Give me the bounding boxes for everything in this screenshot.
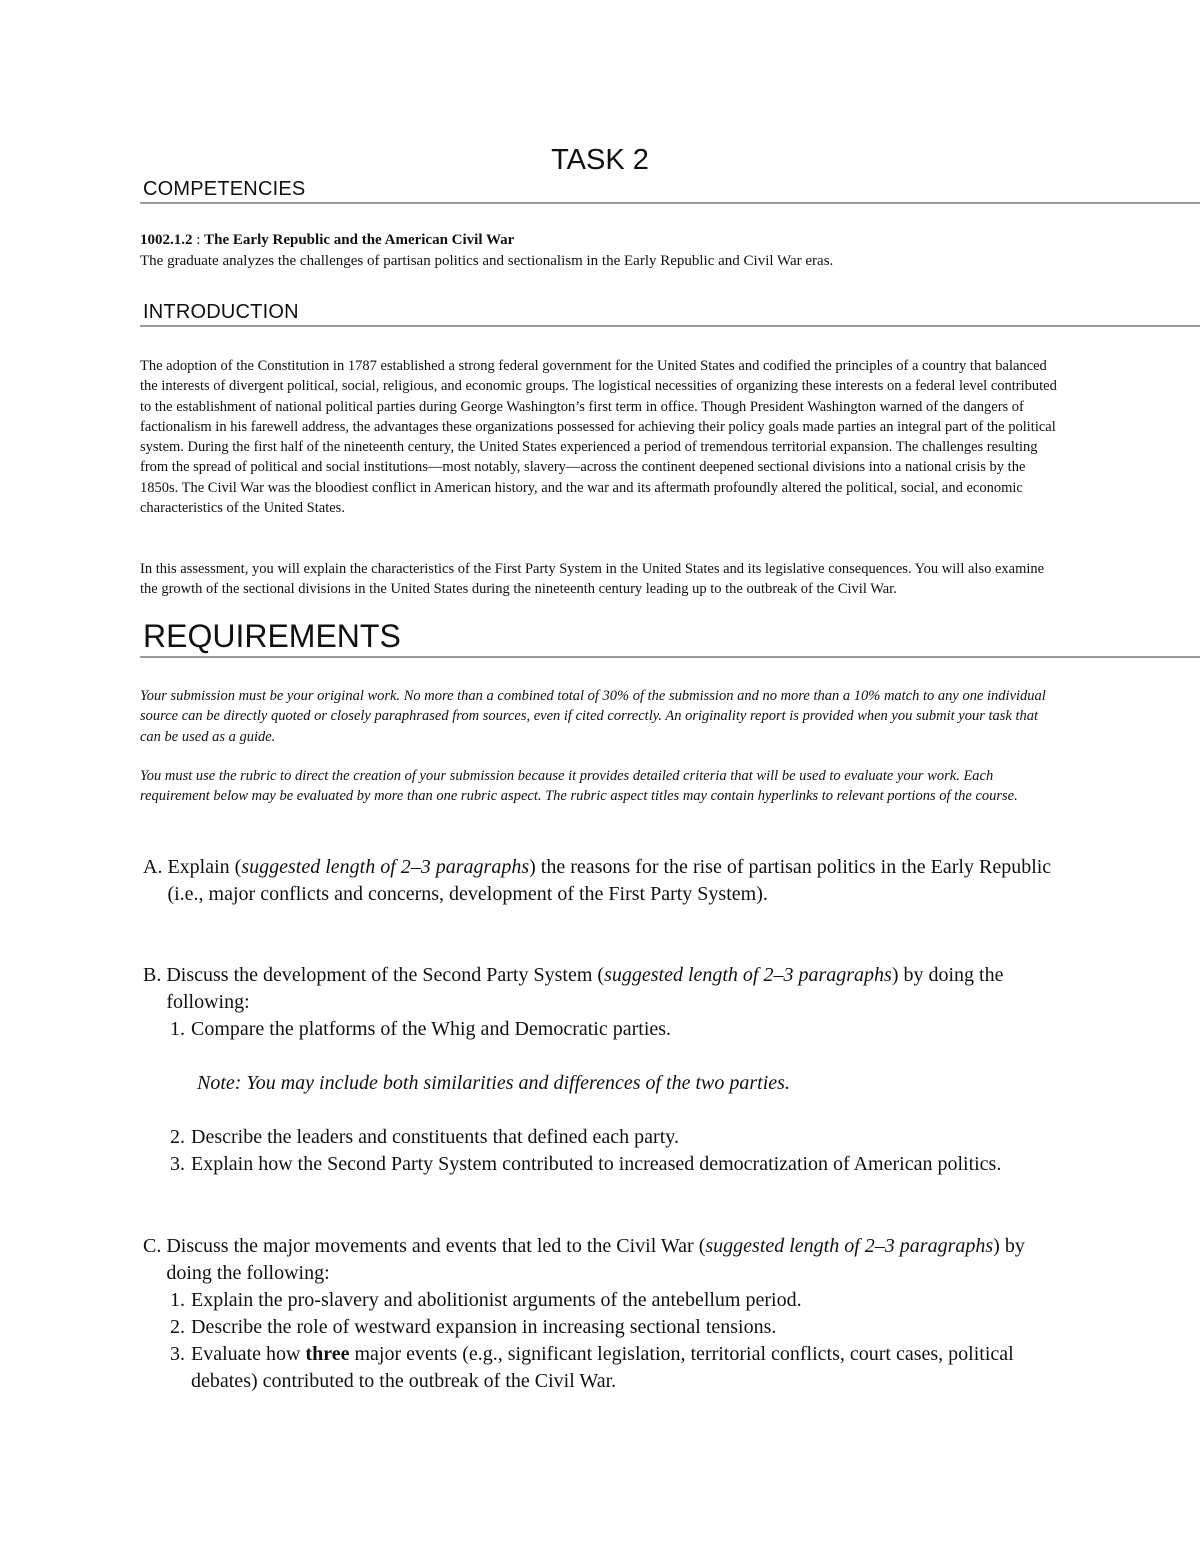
requirement-c-item: 2. Describe the role of westward expansion in increasing sectional tensions. bbox=[170, 1316, 777, 1338]
competency-separator: : bbox=[192, 232, 205, 248]
requirement-c bbox=[143, 1233, 1063, 1287]
competency-code: 1002.1.2 bbox=[140, 232, 193, 248]
requirement-b-text: Discuss the development of the Second Party System (suggested length of 2–3 paragraphs) by doing the following: bbox=[166, 964, 1004, 1013]
competency-description: The graduate analyzes the challenges of partisan politics and sectionalism in the Early Republic and Civil War eras. bbox=[140, 253, 834, 269]
competency-title bbox=[140, 232, 1080, 249]
requirement-c-item: 3. Evaluate how three major events (e.g., significant legislation, territorial conflicts, court cases, political debates) contributed to the outbreak of the Civil War. bbox=[170, 1343, 1014, 1392]
originality-note: Your submission must be your original work. No more than a combined total of 30% of the submission and no more than a 10% match to any one individual source can be directly quoted or closely paraphrased from sources, even if cited correctly. An originality report is provided when you submit your task that can be used as a guide. bbox=[140, 688, 1046, 745]
requirement-b bbox=[143, 962, 1063, 1016]
introduction-paragraph-2: In this assessment, you will explain the characteristics of the First Party System in the United States and its legislative consequences. You will also examine the growth of the sectional divisions in the United States during the nineteenth century leading up to the outbreak of the Civil War. bbox=[140, 561, 1045, 598]
introduction-heading: INTRODUCTION bbox=[143, 301, 299, 323]
introduction-paragraph-1: The adoption of the Constitution in 1787 established a strong federal government for the United States and codified the principles of a country that balanced the interests of divergent political, social, religious, and economic groups. The logistical necessities of organizing these interests on a federal level contributed to the establishment of national political parties during George Washington’s first term in office. Though President Washington warned of the dangers of factionalism in his farewell address, the advantages these organizations possessed for achieving their policy goals made parties an integral part of the political system. During the first half of the nineteenth century, the United States experienced a period of tremendous territorial expansion. The challenges resulting from the spread of political and social institutions—most notably, slavery—across the continent deepened sectional divisions into a national crisis by the 1850s. The Civil War was the bloodiest conflict in American history, and the war and its aftermath profoundly altered the political, social, and economic characteristics of the United States. bbox=[140, 358, 1057, 517]
requirement-b-label: B. bbox=[143, 964, 167, 986]
requirement-a bbox=[143, 854, 1063, 908]
page-title: TASK 2 bbox=[551, 144, 649, 176]
requirement-b-item: 1. Compare the platforms of the Whig and Democratic parties. bbox=[170, 1018, 672, 1040]
competencies-divider bbox=[140, 202, 1200, 204]
rubric-note: You must use the rubric to direct the creation of your submission because it provides detailed criteria that will be used to evaluate your work. Each requirement below may be evaluated by more than one rubric aspect. The rubric aspect titles may contain hyperlinks to relevant portions of the course. bbox=[140, 768, 1018, 805]
requirements-heading: REQUIREMENTS bbox=[143, 618, 401, 654]
requirement-b-note: Note: You may include both similarities and differences of the two parties. bbox=[197, 1072, 790, 1094]
competencies-heading: COMPETENCIES bbox=[143, 178, 306, 200]
requirements-divider bbox=[140, 656, 1200, 658]
requirement-a-text: Explain (suggested length of 2–3 paragraphs) the reasons for the rise of partisan politics in the Early Republic (i.e., major conflicts and concerns, development of the First Party System). bbox=[167, 856, 1052, 905]
competency-name: The Early Republic and the American Civil War bbox=[204, 232, 515, 248]
requirement-b-item: 2. Describe the leaders and constituents that defined each party. bbox=[170, 1126, 679, 1148]
requirement-b-item: 3. Explain how the Second Party System contributed to increased democratization of American politics. bbox=[170, 1153, 1002, 1175]
requirement-c-item: 1. Explain the pro-slavery and abolitionist arguments of the antebellum period. bbox=[170, 1289, 802, 1311]
requirement-c-text: Discuss the major movements and events that led to the Civil War (suggested length of 2–3 paragraphs) by doing the following: bbox=[166, 1235, 1025, 1284]
requirement-a-label: A. bbox=[143, 856, 168, 878]
requirement-c-label: C. bbox=[143, 1235, 167, 1257]
introduction-divider bbox=[140, 325, 1200, 327]
